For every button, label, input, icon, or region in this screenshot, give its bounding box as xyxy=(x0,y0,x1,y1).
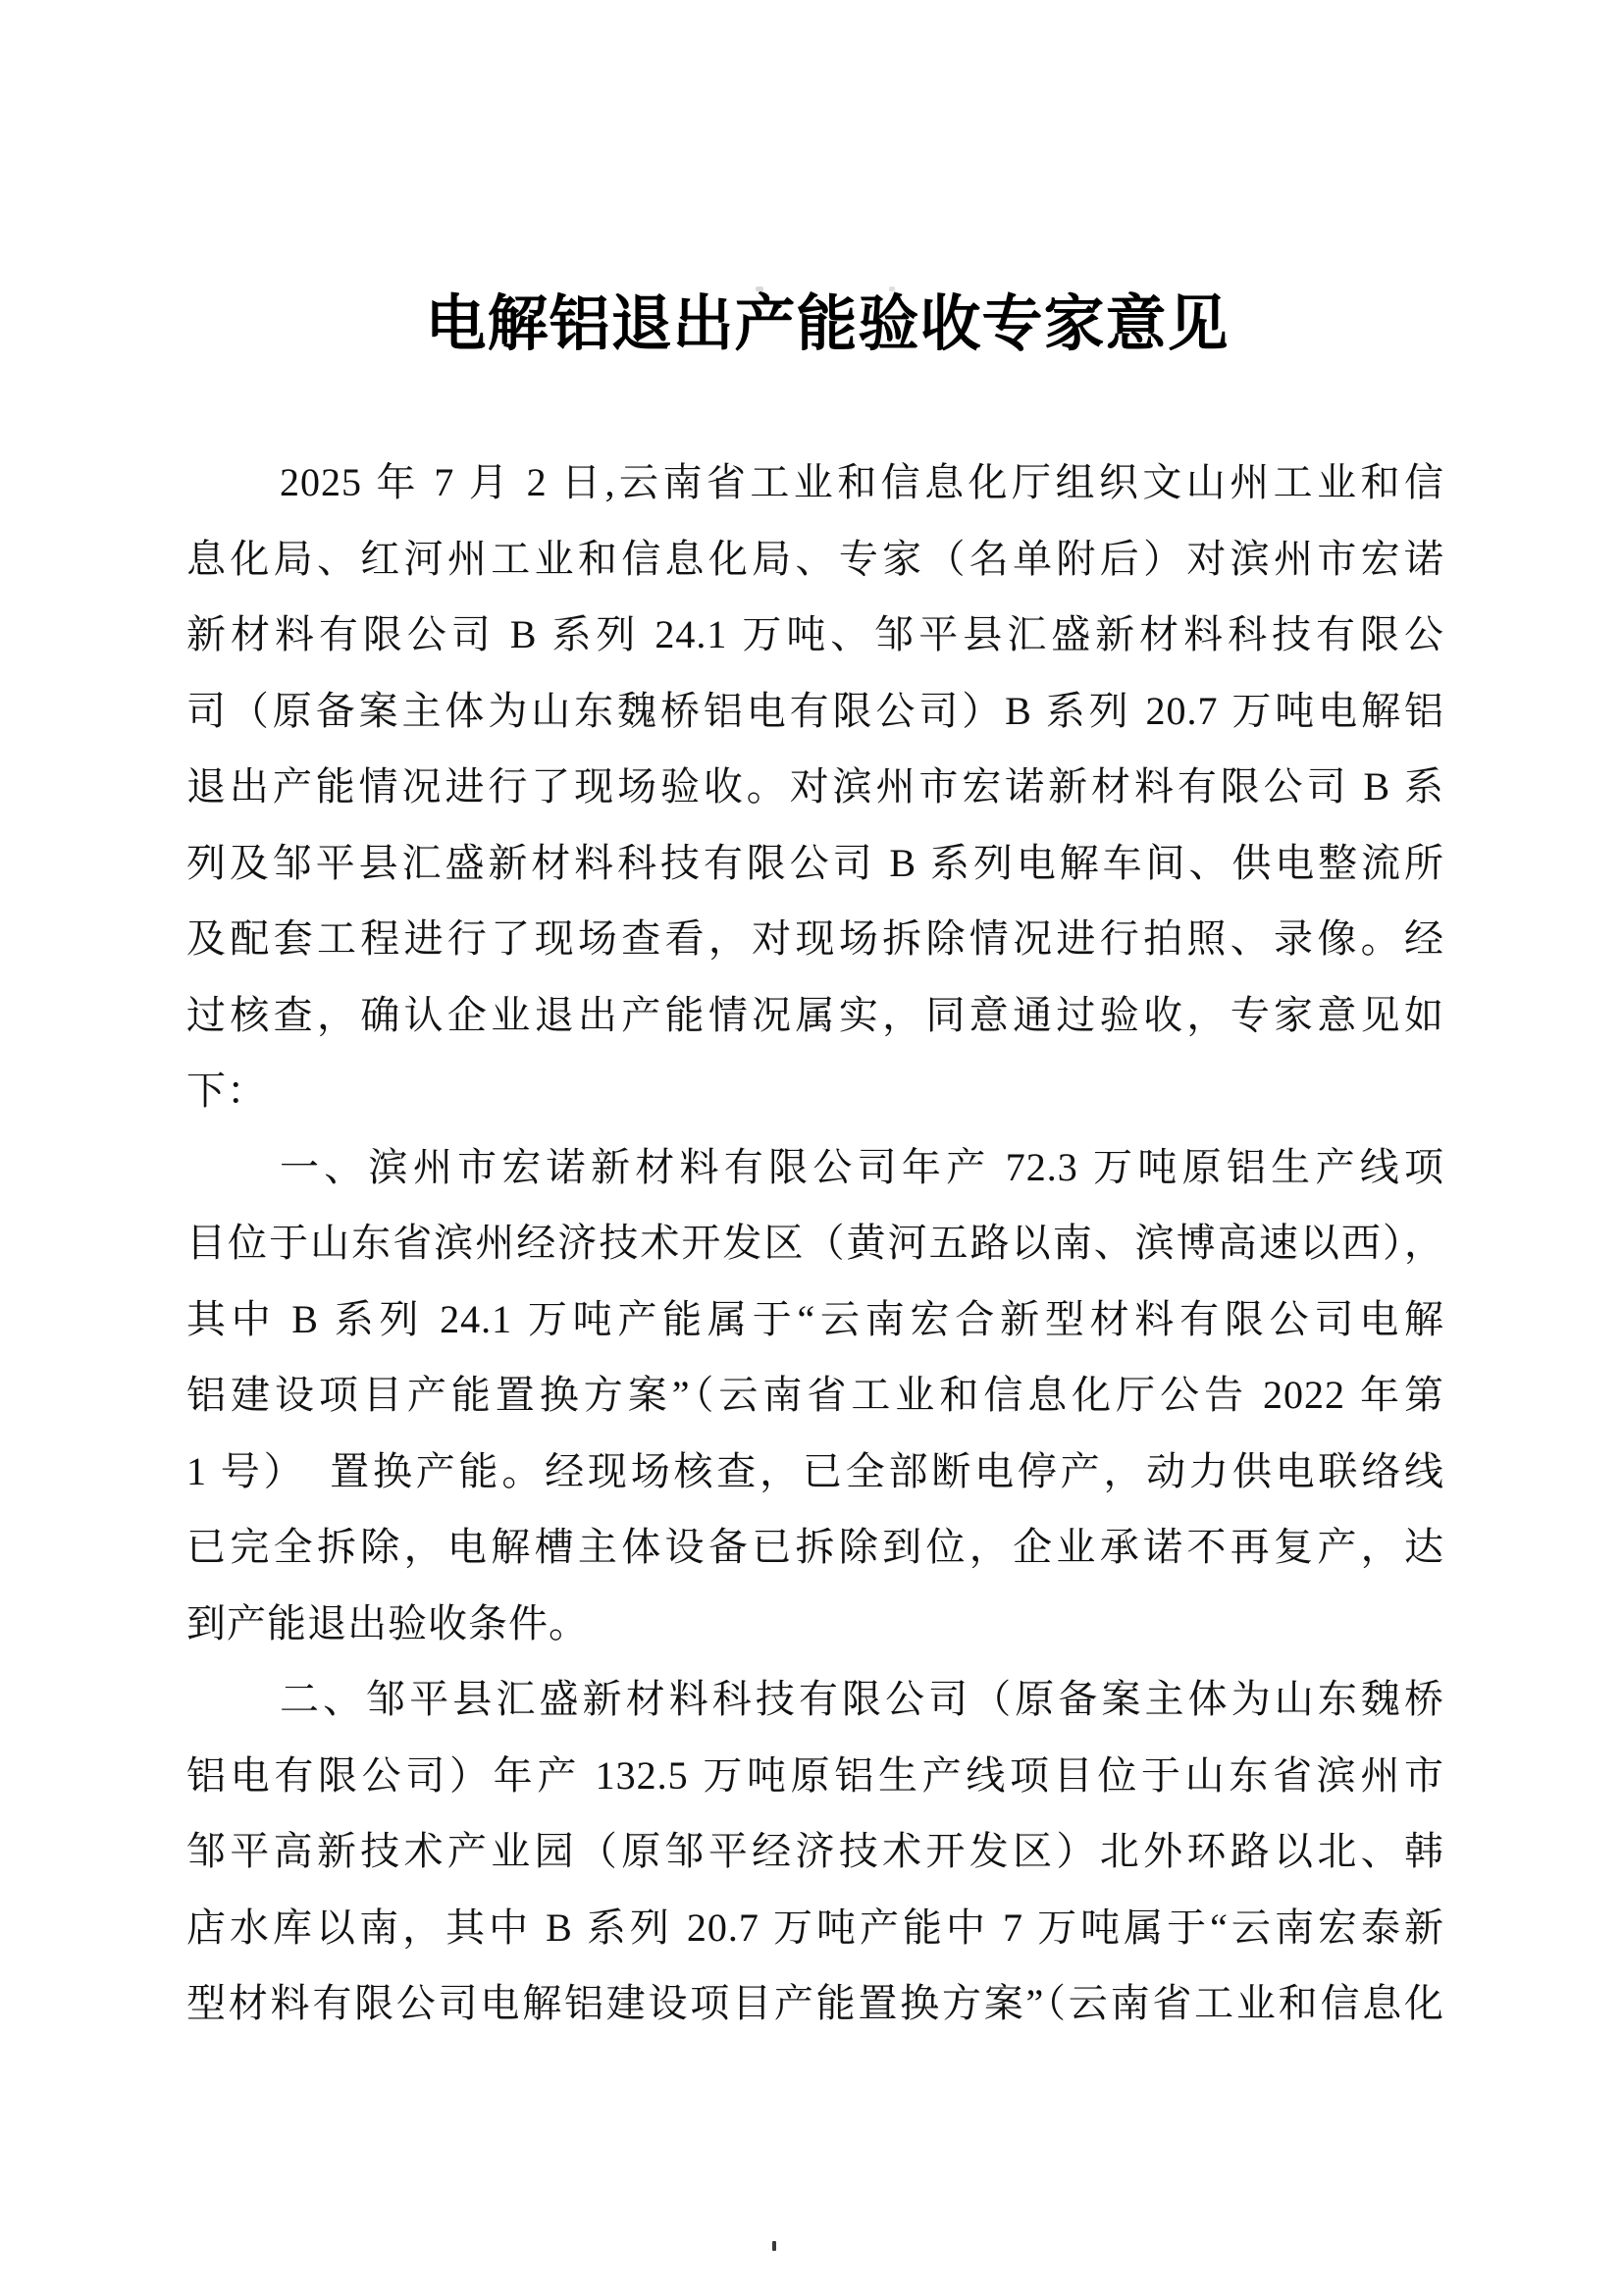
text-line: 下： xyxy=(186,1069,267,1113)
scan-speck xyxy=(756,287,763,291)
scan-speck xyxy=(889,287,895,291)
text-line: 列及邹平县汇盛新材料科技有限公司 B 系列电解车间、供电整流所 xyxy=(186,840,1444,885)
text-line: 2025 年 7 月 2 日,云南省工业和信息化厅组织文山州工业和信 xyxy=(280,460,1444,504)
document-body xyxy=(186,444,1444,2042)
document-title: 电解铝退出产能验收专家意见 xyxy=(425,291,1230,358)
text-line: 新材料有限公司 B 系列 24.1 万吨、邹平县汇盛新材料科技有限公 xyxy=(186,612,1444,656)
text-line: 息化局、红河州工业和信息化局、专家（名单附后）对滨州市宏诺 xyxy=(186,536,1444,581)
text-line: 退出产能情况进行了现场验收。对滨州市宏诺新材料有限公司 B 系 xyxy=(186,764,1444,809)
text-line: 已完全拆除，电解槽主体设备已拆除到位，企业承诺不再复产，达 xyxy=(186,1525,1444,1569)
text-line: 铝建设项目产能置换方案”（云南省工业和信息化厅公告 2022 年第 xyxy=(186,1373,1444,1417)
text-line: 一、滨州市宏诺新材料有限公司年产 72.3 万吨原铝生产线项 xyxy=(280,1144,1444,1189)
text-line: 型材料有限公司电解铝建设项目产能置换方案”（云南省工业和信息化 xyxy=(186,1981,1444,2025)
text-line: 及配套工程进行了现场查看，对现场拆除情况进行拍照、录像。经 xyxy=(186,916,1444,961)
text-line: 到产能退出验收条件。 xyxy=(186,1600,589,1645)
text-line: 其中 B 系列 24.1 万吨产能属于“云南宏合新型材料有限公司电解 xyxy=(186,1296,1444,1341)
text-line: 店水库以南，其中 B 系列 20.7 万吨产能中 7 万吨属于“云南宏泰新 xyxy=(186,1905,1444,1950)
text-line: 目位于山东省滨州经济技术开发区（黄河五路以南、滨博高速以西）， xyxy=(186,1221,1444,1265)
text-line: 过核查，确认企业退出产能情况属实，同意通过验收，专家意见如 xyxy=(186,992,1444,1037)
text-line: 二、邹平县汇盛新材料科技有限公司（原备案主体为山东魏桥 xyxy=(280,1677,1444,1721)
text-line: 司（原备案主体为山东魏桥铝电有限公司）B 系列 20.7 万吨电解铝 xyxy=(186,688,1444,733)
text-line: 铝电有限公司）年产 132.5 万吨原铝生产线项目位于山东省滨州市 xyxy=(186,1752,1444,1798)
text-line: 邹平高新技术产业园（原邹平经济技术开发区）北外环路以北、韩 xyxy=(186,1829,1444,1873)
text-line: 1 号） 置换产能。经现场核查，已全部断电停产，动力供电联络线 xyxy=(186,1448,1444,1493)
scan-speck xyxy=(772,2241,776,2251)
